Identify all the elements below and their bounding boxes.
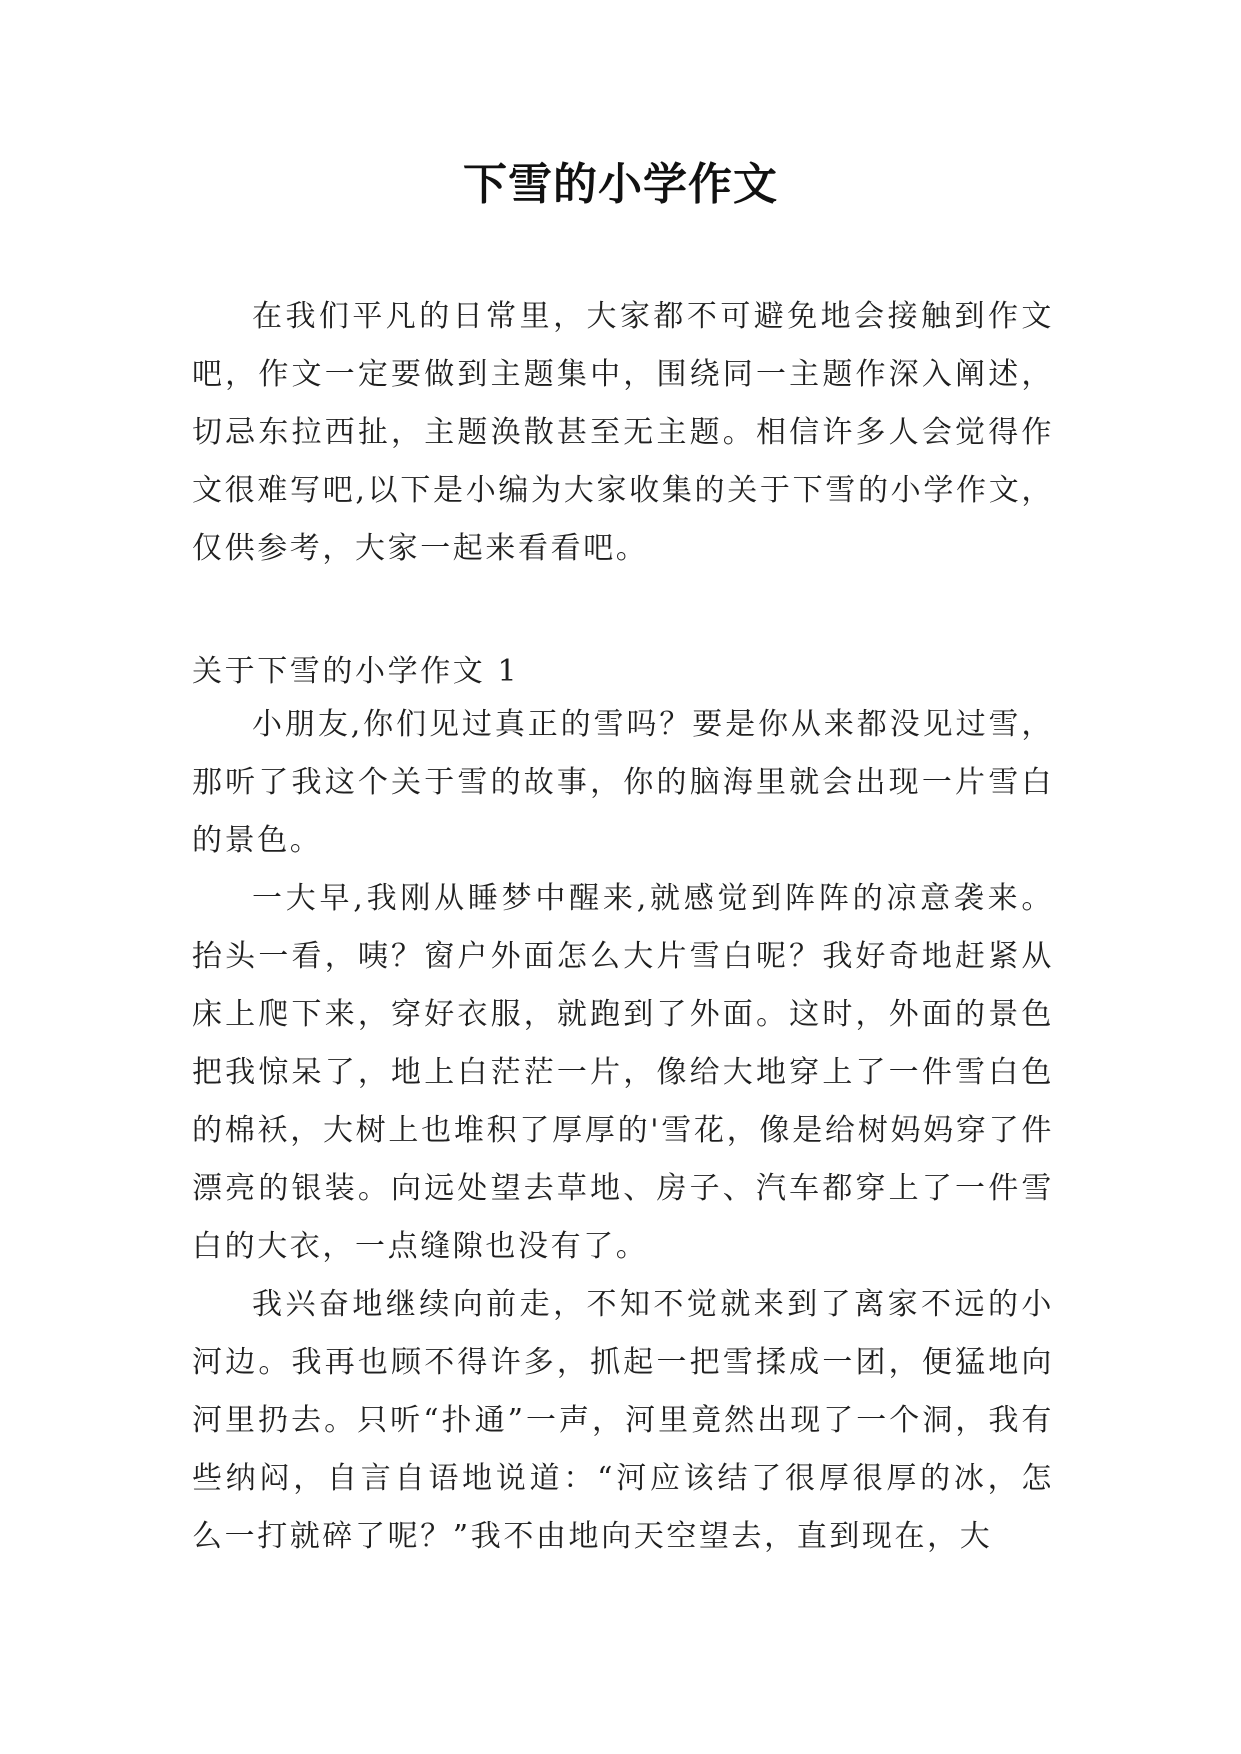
intro-paragraph: 在我们平凡的日常里，大家都不可避免地会接触到作文吧，作文一定要做到主题集中，围绕同一主题作深入阐述，切忌东拉西扯，主题涣散甚至无主题。相信许多人会觉得作文很难写吧,以下是小编为大家收集的关于下雪的小学作文，仅供参考，大家一起来看看吧。 xyxy=(192,299,1054,566)
document-title: 下雪的小学作文 xyxy=(463,159,778,210)
essay-paragraph: 我兴奋地继续向前走，不知不觉就来到了离家不远的小河边。我再也顾不得许多，抓起一把雪揉成一团，便猛地向河里扔去。只听“扑通”一声，河里竟然出现了一个洞，我有些纳闷，自言自语地说道：“河应该结了很厚很厚的冰，怎么一打就碎了呢？”我不由地向天空望去，直到现在，大 xyxy=(192,1287,1054,1554)
essay-body xyxy=(192,696,1054,1566)
intro-block xyxy=(192,288,1054,578)
essay-paragraph: 小朋友,你们见过真正的雪吗？要是你从来都没见过雪，那听了我这个关于雪的故事，你的脑海里就会出现一片雪白的景色。 xyxy=(192,707,1054,858)
section-heading: 关于下雪的小学作文 1 xyxy=(192,654,520,689)
essay-paragraph: 一大早,我刚从睡梦中醒来,就感觉到阵阵的凉意袭来。抬头一看，咦？窗户外面怎么大片雪白呢？我好奇地赶紧从床上爬下来，穿好衣服，就跑到了外面。这时，外面的景色把我惊呆了，地上白茫茫一片，像给大地穿上了一件雪白色的棉袄，大树上也堆积了厚厚的'雪花，像是给树妈妈穿了件漂亮的银装。向远处望去草地、房子、汽车都穿上了一件雪白的大衣，一点缝隙也没有了。 xyxy=(192,881,1054,1264)
